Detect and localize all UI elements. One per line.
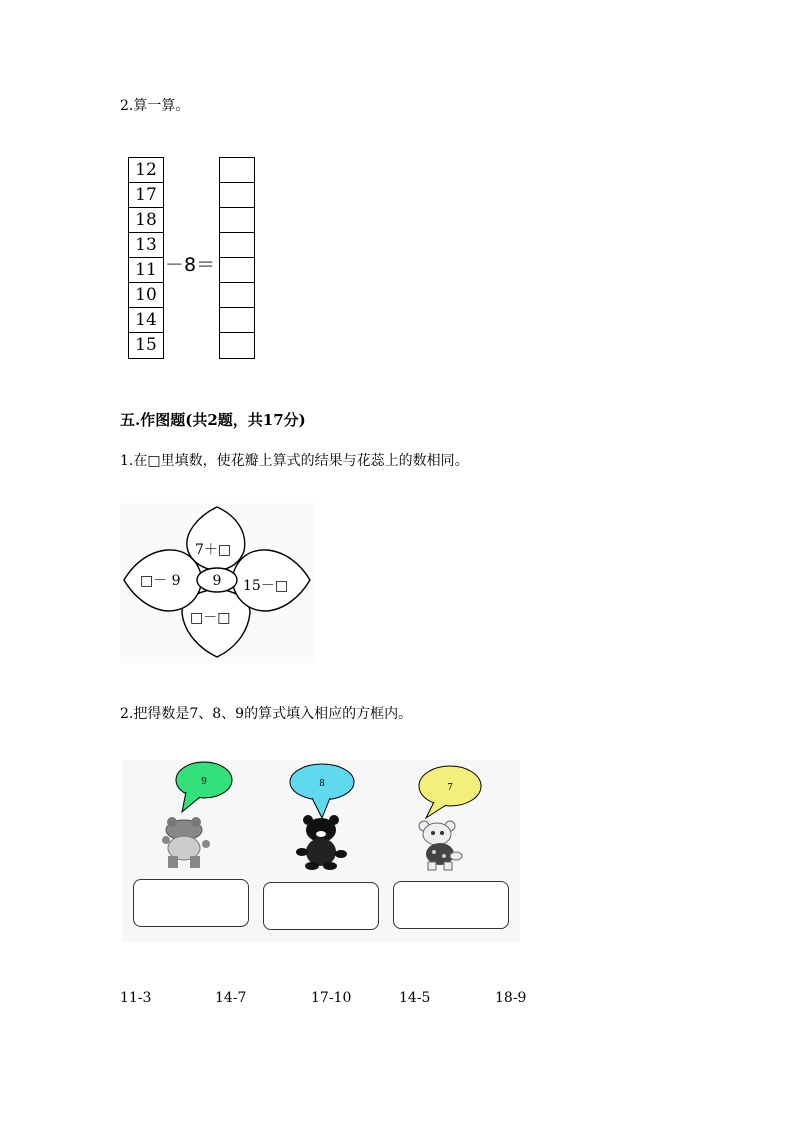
expression-option: 14-5 xyxy=(399,990,431,1006)
minuend-column xyxy=(128,157,164,359)
question-text-animals: 2.把得数是7、8、9的算式填入相应的方框内。 xyxy=(120,706,413,722)
question-title-calc: 2.算一算。 xyxy=(120,98,190,114)
answer-box-9[interactable] xyxy=(133,879,249,927)
minuend-cell: 10 xyxy=(129,283,163,308)
section-title: 五.作图题(共2题，共17分) xyxy=(120,411,306,429)
bubble-number: 9 xyxy=(201,777,207,787)
answer-cell[interactable] xyxy=(220,158,254,183)
answer-cell[interactable] xyxy=(220,308,254,333)
speech-bubble-9 xyxy=(176,762,232,812)
question-text-flower: 1.在□里填数，使花瓣上算式的结果与花蕊上的数相同。 xyxy=(120,453,469,469)
minuend-cell: 14 xyxy=(129,308,163,333)
expression-option: 18-9 xyxy=(495,990,527,1006)
answer-cell[interactable] xyxy=(220,258,254,283)
minuend-cell: 12 xyxy=(129,158,163,183)
black-bear-illustration xyxy=(296,815,347,870)
left-petal-expression: □－ 9 xyxy=(140,573,181,589)
speech-bubble-8 xyxy=(290,764,354,818)
minuend-cell: 18 xyxy=(129,208,163,233)
expression-option: 17-10 xyxy=(311,990,352,1006)
speech-bubble-7 xyxy=(419,766,481,818)
expression-option: 11-3 xyxy=(120,990,152,1006)
animals-illustration xyxy=(122,760,520,880)
minuend-cell: 15 xyxy=(135,335,157,355)
bubble-number: 7 xyxy=(447,783,453,793)
center-number: 9 xyxy=(212,573,222,589)
answer-cell[interactable] xyxy=(220,208,254,233)
right-petal-expression: 15－□ xyxy=(243,578,289,594)
flower-diagram xyxy=(120,503,315,663)
answer-column xyxy=(219,157,255,359)
answer-box-8[interactable] xyxy=(263,882,379,930)
subtraction-operator: －8＝ xyxy=(165,254,216,276)
answer-box-7[interactable] xyxy=(393,881,509,929)
spotted-puppy-illustration xyxy=(419,821,462,870)
answer-cell[interactable] xyxy=(220,283,254,308)
expression-option: 14-7 xyxy=(215,990,247,1006)
bottom-petal-expression: □－□ xyxy=(190,610,231,626)
grey-animal-illustration xyxy=(162,817,210,868)
bubble-number: 8 xyxy=(319,779,325,789)
minuend-cell: 11 xyxy=(129,258,163,283)
answer-cell[interactable] xyxy=(220,233,254,258)
answer-cell[interactable] xyxy=(220,333,254,358)
minuend-cell: 13 xyxy=(129,233,163,258)
answer-cell[interactable] xyxy=(220,183,254,208)
top-petal-expression: 7＋□ xyxy=(195,542,232,558)
minuend-cell: 17 xyxy=(129,183,163,208)
